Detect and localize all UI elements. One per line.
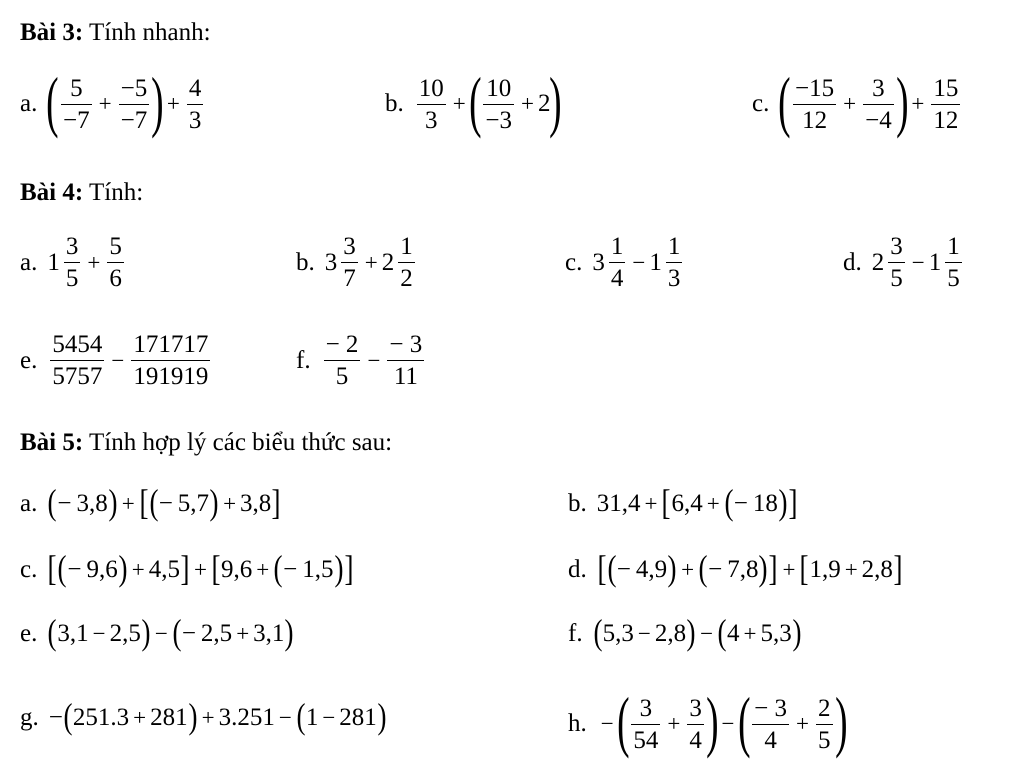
bai4-item-f: f. − 2 5 − $\frac{- 3}{11}$: [296, 331, 423, 390]
bai5-item-c: c. [ ( − 9,6 ) + 4,5 ] + [ 9,6 + ( − 1,5 ) ]: [20, 548, 354, 588]
bai3-item-b: b. 10 3 + ( 10 −3 + 2 ): [385, 63, 563, 139]
bai4-heading: [20, 178, 143, 208]
bai5-title: Bài 5:: [20, 429, 84, 456]
bai4-item-b: b. 3 3 7 + 2 1 2: [296, 233, 413, 292]
bai5-item-d: d. [ ( − 4,9 ) + ( − 7,8 ) ] + [ 1,9 + 2,8 ]: [568, 548, 903, 588]
bai3-title: Bài 3:: [20, 19, 84, 46]
bai5-item-e: e. ( 3,1 − 2,5 ) − ( − 2,5 + 3,1 ): [20, 612, 294, 652]
bai3-subtitle: Tính nhanh:: [89, 19, 211, 46]
bai4-item-c: c. 3 1 4 − 1 1 3: [565, 233, 681, 292]
bai5-item-f: f. ( 5,3 − 2,8 ) − ( 4 + 5,3 ): [568, 612, 802, 652]
bai4-title: Bài 4:: [20, 179, 84, 206]
bai3-item-c: c. ( −15 12 + $\frac{3}{-4}$ ) + $\frac{15}{12}$: [752, 63, 959, 139]
bai4-item-e: e. 5454 5757 − $\frac{171717}{191919}$: [20, 331, 209, 390]
bai5-item-b: b. 31,4 + [ 6,4 + ( − 18 ) ]: [568, 482, 798, 522]
bai5-item-g: g. − ( 251.3 + 281 ) + 3.251 − ( 1 − 281 ): [20, 696, 387, 736]
bai5-subtitle: Tính hợp lý các biểu thức sau:: [89, 429, 393, 456]
bai5-item-h: h. − ( 3 54 + $\frac{3}{4}$ ) − ( − 3 4 + $\frac{2}{5}$ ): [568, 683, 848, 759]
bai4-item-a: a. 1 3 5 + $\frac{5}{6}$: [20, 233, 122, 292]
bai4-subtitle: Tính:: [89, 179, 144, 206]
bai5-heading: [20, 428, 392, 458]
bai3-item-a: a. ( 5 −7 + $\frac{-5}{-7}$ ) + $\frac{4}{3}$: [20, 63, 202, 139]
bai3-heading: [20, 18, 211, 48]
bai4-item-d: d. 2 3 5 − 1 1 5: [843, 233, 960, 292]
bai5-item-a: a. ( − 3,8 ) + [ ( − 5,7 ) + 3,8 ]: [20, 482, 281, 522]
